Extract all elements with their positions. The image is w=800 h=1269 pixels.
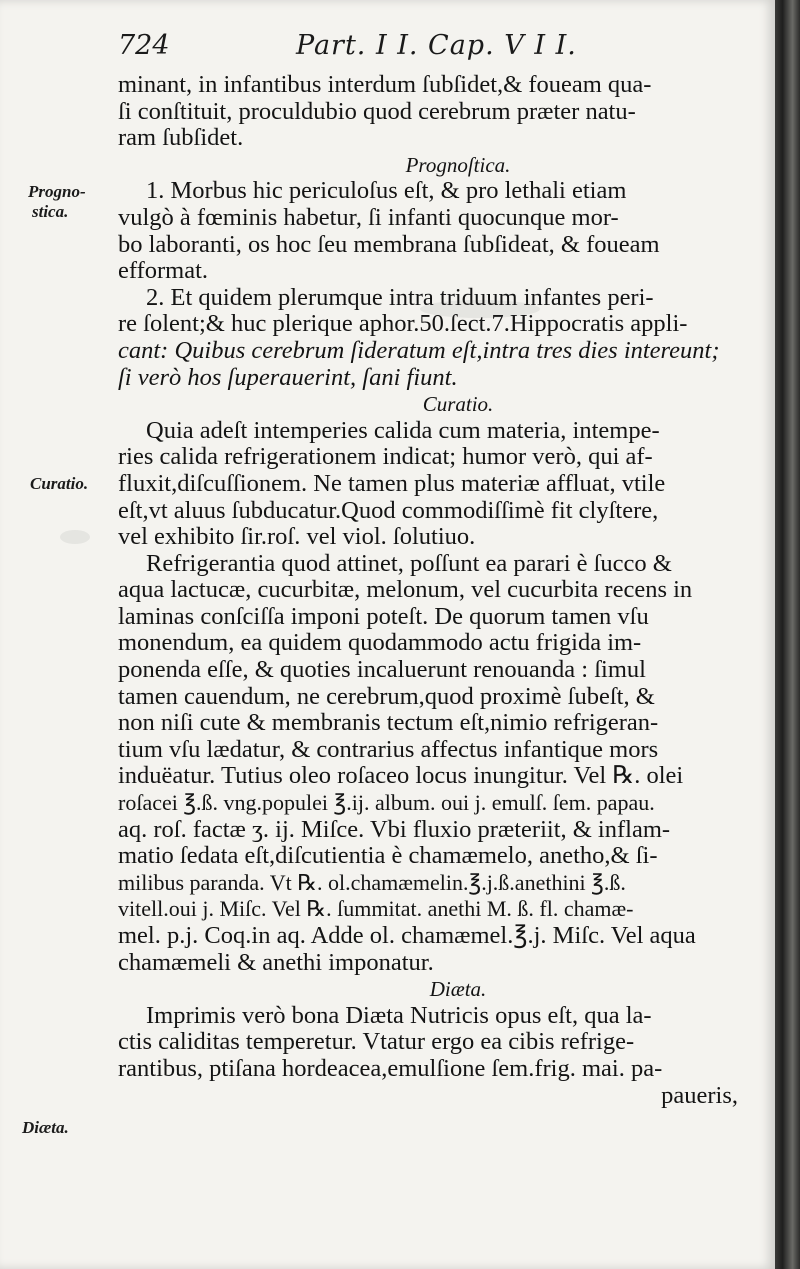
text-line: cant: Quibus cerebrum ſideratum eſt,intra tres dies intereunt; xyxy=(118,337,720,364)
margin-note-diaeta: Diæta. xyxy=(22,1118,69,1137)
text-line: chamæmeli & anethi imponatur. xyxy=(118,949,434,976)
text-line: roſacei ℥.ß. vng.populei ℥.ij. album. oui j. emulſ. ſem. papau. xyxy=(118,790,655,816)
text-line: minant, in infantibus interdum ſubſidet,& foueam qua- xyxy=(118,72,652,98)
text-line: tamen cauendum, ne cerebrum,quod proximè ſubeſt, & xyxy=(118,683,655,710)
text-line: 2. Et quidem plerumque intra triduum infantes peri- xyxy=(146,284,654,311)
text-line: efformat. xyxy=(118,258,209,285)
text-line: ram ſubſidet. xyxy=(118,125,244,152)
text-line: ries calida refrigerationem indicat; humor verò, qui af- xyxy=(118,444,653,471)
page-number: 724 xyxy=(118,30,170,61)
margin-note-line: Progno- xyxy=(28,182,86,201)
text-line: Refrigerantia quod attinet, poſſunt ea parari è ſucco & xyxy=(146,550,672,577)
text-line: vitell.oui j. Miſc. Vel ℞. ſummitat. anethi M. ß. fl. chamæ- xyxy=(118,896,634,922)
text-line: ſi verò hos ſuperauerint, ſani fiunt. xyxy=(118,364,458,391)
text-line: paueris, xyxy=(661,1082,738,1109)
margin-note-line: stica. xyxy=(32,202,69,221)
text-line: aqua lactucæ, cucurbitæ, melonum, vel cucurbita recens in xyxy=(118,577,693,604)
ink-smudge xyxy=(60,530,90,544)
text-line: matio ſedata eſt,diſcutientia è chamæmelo, anetho,& ſi- xyxy=(118,843,658,870)
text-line: fluxit,diſcuſſionem. Ne tamen plus materiæ affluat, vtile xyxy=(118,470,666,497)
margin-note-prognostica xyxy=(28,182,86,222)
section-heading: Prognoſtica. xyxy=(405,152,511,177)
section-heading: Curatio. xyxy=(422,392,494,417)
margin-note-curatio: Curatio. xyxy=(30,474,89,493)
text-line: monendum, ea quidem quodammodo actu frigida im- xyxy=(118,630,642,657)
text-line: vulgò à fœminis habetur, ſi infanti quocunque mor- xyxy=(118,204,619,231)
page-header xyxy=(118,30,678,66)
text-line: rantibus, ptiſana hordeacea,emulſione ſem.frig. mai. pa- xyxy=(118,1055,663,1082)
section-heading: Diæta. xyxy=(429,977,487,1002)
text-line: re ſolent;& huc plerique aphor.50.ſect.7.Hippocratis appli- xyxy=(118,311,688,338)
text-line: laminas conſciſſa imponi poteſt. De quorum tamen vſu xyxy=(118,603,649,630)
running-title: Part. I I. Cap. V I I. xyxy=(296,30,577,61)
text-line: ſi conſtituit, proculdubio quod cerebrum præter natu- xyxy=(118,98,636,125)
text-line: bo laboranti, os hoc ſeu membrana ſubſideat, & foueam xyxy=(118,231,660,258)
text-line: mel. p.j. Coq.in aq. Adde ol. chamæmel.℥.j. Miſc. Vel aqua xyxy=(118,923,696,949)
text-line: non niſi cute & membranis tectum eſt,nimio refrigeran- xyxy=(118,710,659,737)
text-line: induëatur. Tutius oleo roſaceo locus inungitur. Vel ℞. olei xyxy=(118,763,684,790)
text-line: Imprimis verò bona Diæta Nutricis opus eſt, qua la- xyxy=(146,1002,652,1029)
text-line: Quia adeſt intemperies calida cum materia, intempe- xyxy=(146,417,660,444)
text-line: 1. Morbus hic periculoſus eſt, & pro lethali etiam xyxy=(146,178,627,205)
body-text xyxy=(118,72,738,1109)
page-edge-shadow xyxy=(775,0,800,1269)
text-line: ponenda eſſe, & quoties incaluerunt renouanda : ſimul xyxy=(118,657,646,684)
ink-smudge xyxy=(420,300,540,318)
text-line: aq. roſ. factæ ʒ. ij. Miſce. Vbi fluxio præteriit, & inflam- xyxy=(118,816,671,843)
text-line: milibus paranda. Vt ℞. ol.chamæmelin.℥.j.ß.anethini ℥.ß. xyxy=(118,869,626,895)
text-line: ctis caliditas temperetur. Vtatur ergo ea cibis refrige- xyxy=(118,1029,635,1056)
text-line: eſt,vt aluus ſubducatur.Quod commodiſſimè fit clyſtere, xyxy=(118,497,659,524)
text-line: vel exhibito ſir.roſ. vel viol. ſolutiuo. xyxy=(118,524,476,551)
text-line: tium vſu lædatur, & contrarius affectus infantique mors xyxy=(118,736,659,763)
